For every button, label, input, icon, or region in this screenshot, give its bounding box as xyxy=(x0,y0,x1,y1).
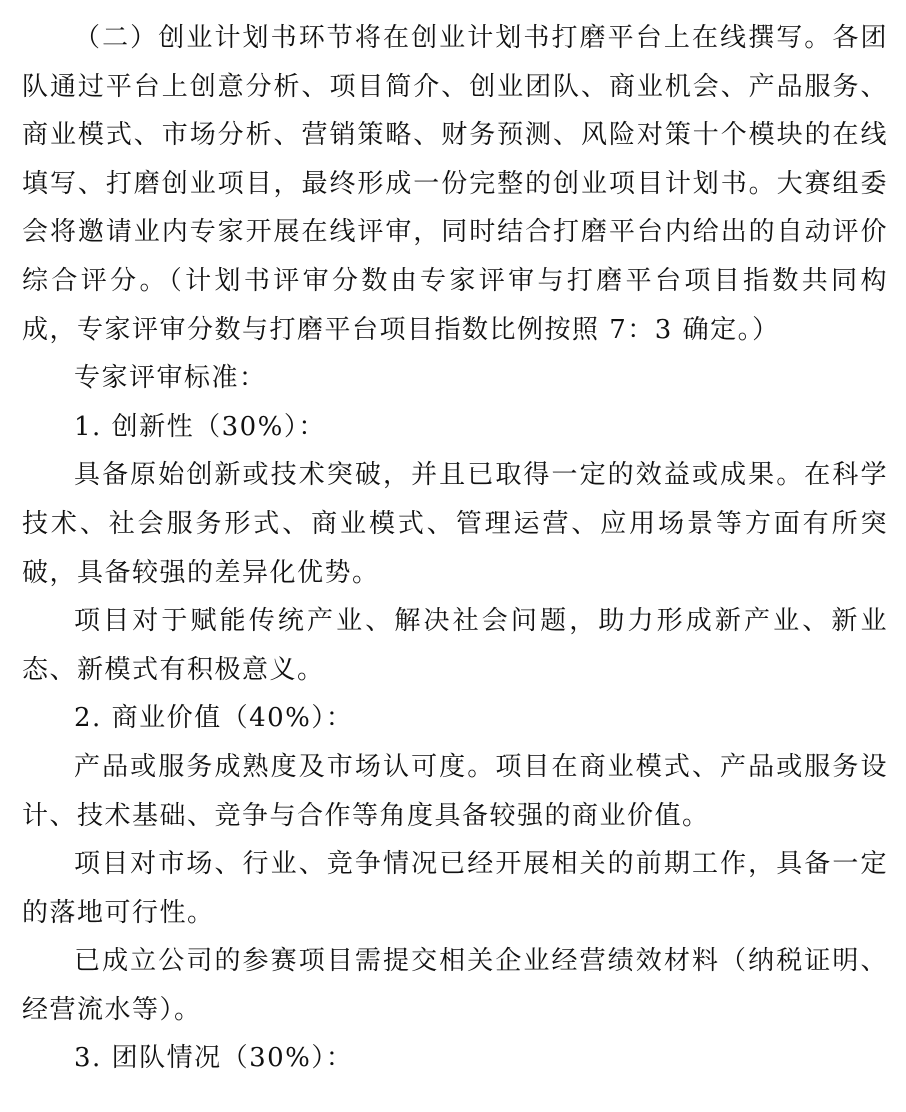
team-heading: 3. 团队情况（30%）： xyxy=(74,1043,354,1074)
business-value-paragraph-3: 已成立公司的参赛项目需提交相关企业经营绩效材料（纳税证明、经营流水等）。 xyxy=(22,946,888,1025)
business-value-heading: 2. 商业价值（40%）： xyxy=(74,703,354,734)
innovation-heading: 1. 创新性（30%）： xyxy=(74,411,326,442)
business-value-paragraph-2: 项目对市场、行业、竞争情况已经开展相关的前期工作，具备一定的落地可行性。 xyxy=(22,849,888,928)
innovation-paragraph-1: 具备原始创新或技术突破，并且已取得一定的效益或成果。在科学技术、社会服务形式、商业模式、管理运营、应用场景等方面有所突破，具备较强的差异化优势。 xyxy=(22,460,888,588)
review-criteria-heading: 专家评审标准： xyxy=(74,363,267,394)
intro-paragraph: （二）创业计划书环节将在创业计划书打磨平台上在线撰写。各团队通过平台上创意分析、项目简介、创业团队、商业机会、产品服务、商业模式、市场分析、营销策略、财务预测、风险对策十个模块的在线填写、打磨创业项目，最终形成一份完整的创业项目计划书。大赛组委会将邀请业内专家开展在线评审，同时结合打磨平台内给出的自动评价综合评分。（计划书评审分数由专家评审与打磨平台项目指数共同构成，专家评审分数与打磨平台项目指数比例按照 7：3 确定。） xyxy=(22,23,888,345)
innovation-paragraph-2: 项目对于赋能传统产业、解决社会问题，助力形成新产业、新业态、新模式有积极意义。 xyxy=(22,606,888,685)
business-value-paragraph-1: 产品或服务成熟度及市场认可度。项目在商业模式、产品或服务设计、技术基础、竞争与合作等角度具备较强的商业价值。 xyxy=(22,751,888,831)
